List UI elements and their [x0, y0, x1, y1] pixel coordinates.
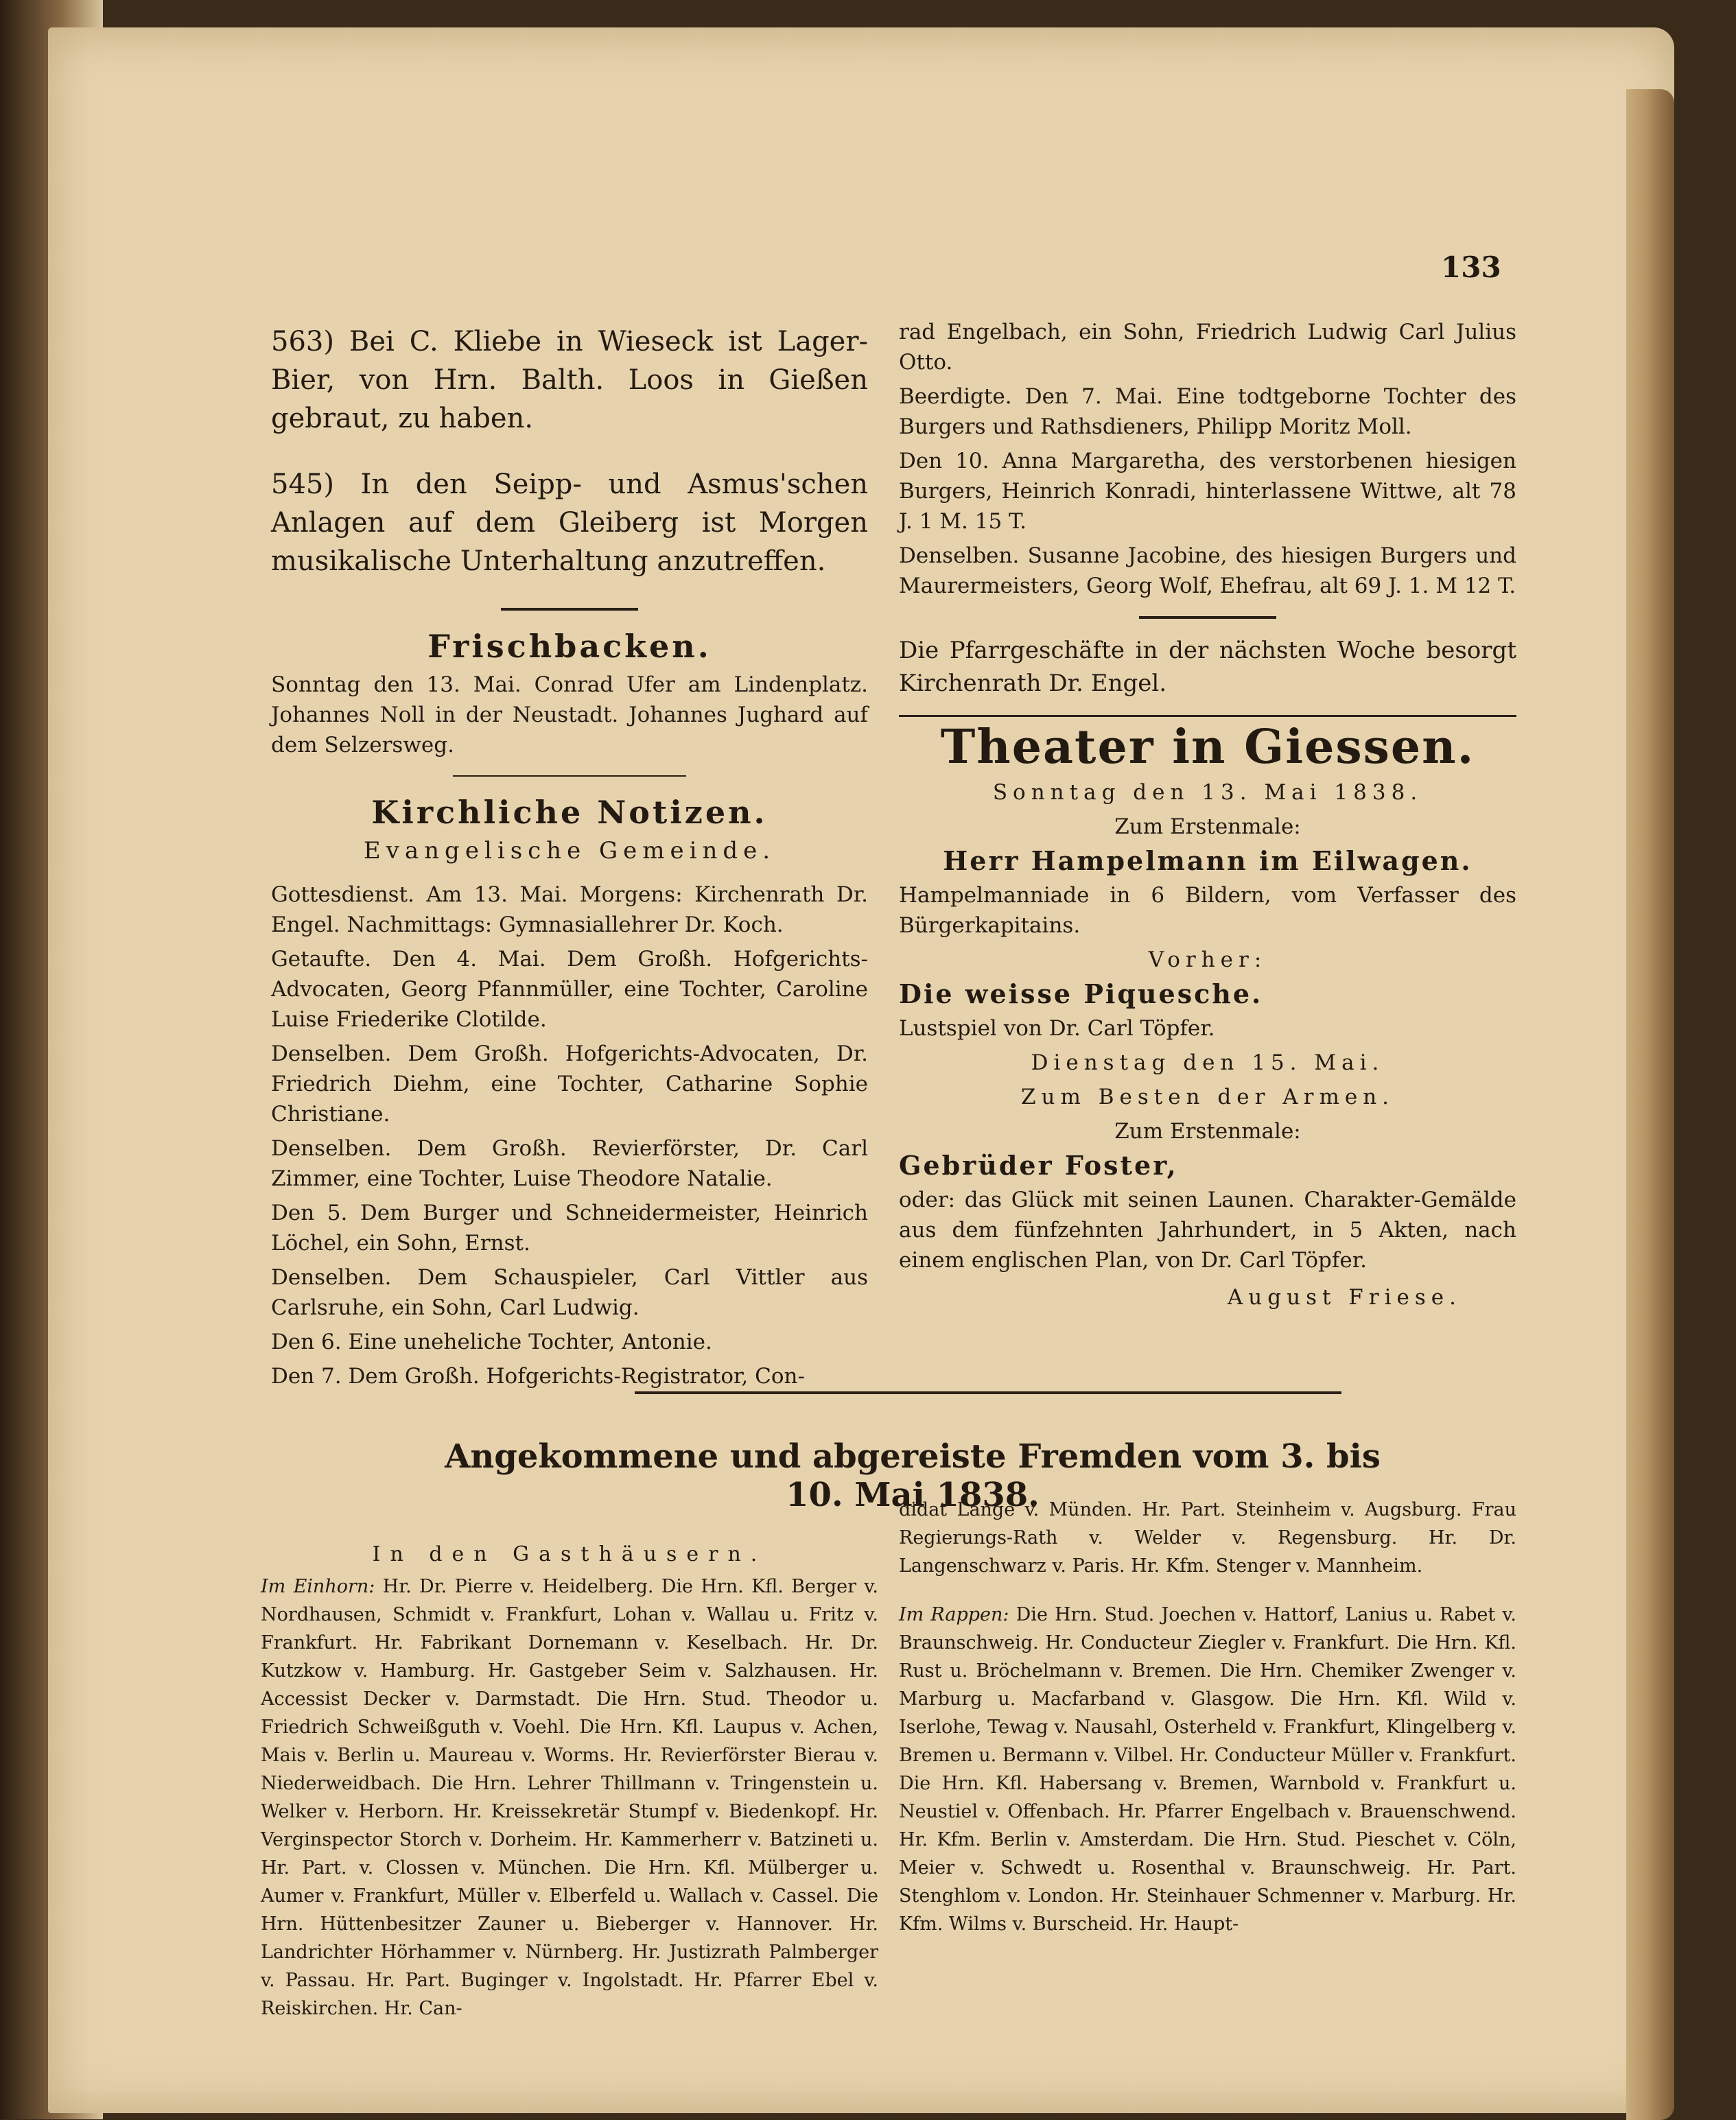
theater-heading: Theater in Giessen. [940, 720, 1475, 775]
den7-text: Den 7. Dem Großh. Hofgerichts-Registrator, Con- [271, 1364, 805, 1389]
rappen-label: Im Rappen: [899, 1604, 1009, 1625]
einhorn-text: Hr. Dr. Pierre v. Heidelberg. Die Hrn. Kfl. Berger v. Nordhausen, Schmidt v. Frankfurt, Lohan v. Wallau u. Fritz v. Frankfurt. Hr. Fabrikant Dornemann v. Keselbach. Hr. Dr. Kutzkow v. Hamburg. Hr. Gastgeber Seim v. Salzhausen. Hr. Accessist Decker v. Darmstadt. Die Hrn. Stud. Theodor u. Friedrich Schweißguth v. Voehl. Die Hrn. Kfl. Laupus v. Achen, Mais v. Berlin u. Maureau v. Worms. Hr. Revierförster Bierau v. Niederweidbach. Die Hrn. Lehrer Thillmann v. Tringenstein u. Welker v. Herborn. Hr. Kreissekretär Stumpf v. Biedenkopf. Hr. Verginspector Storch v. Dorheim. Hr. Kammerherr v. Batzineti u. Hr. Part. v. Clossen v. München. Die Hrn. Kfl. Mülberger u. Aumer v. Frankfurt, Müller v. Elberfeld u. Wallach v. Cassel. Die Hrn. Hüttenbesitzer Zauner u. Bieberger v. Hannover. Hr. Landrichter Hörhammer v. Nürnberg. Hr. Justizrath Palmberger v. Passau. Hr. Part. Buginger v. Ingolstadt. Hr. Pfarrer Ebel v. Reiskirchen. Hr. Can- [261, 1576, 878, 2019]
page-edge [1626, 89, 1674, 2120]
play-hampelmann: Herr Hampelmann im Eilwagen. [943, 845, 1473, 876]
denselben-text: Denselben. Susanne Jacobine, des hiesigen Burgers und Maurermeisters, Georg Wolf, Ehefrau, alt 69 J. 1. M 12 T. [899, 543, 1516, 598]
fremden-left-column [261, 1540, 878, 2027]
play-hampelmann-desc: Hampelmanniade in 6 Bildern, vom Verfasser des Bürgerkapitains. [899, 883, 1516, 938]
divider [1139, 616, 1276, 619]
divider [501, 608, 638, 611]
right-column [899, 317, 1516, 1317]
denselben-text-1: Denselben. Dem Großh. Hofgerichts-Advocaten, Dr. Friedrich Diehm, eine Tochter, Catharine Sophie Christiane. [271, 1041, 868, 1127]
fremden-continuation: didat Lange v. Münden. Hr. Part. Steinheim v. Augsburg. Frau Regierungs-Rath v. Welder v. Regensburg. Hr. Dr. Langenschwarz v. Paris. Hr. Kfm. Stenger v. Mannheim. [899, 1499, 1516, 1577]
left-column [271, 322, 868, 1395]
frischbacken-heading: Frischbacken. [427, 628, 712, 665]
gottesdienst-text: Gottesdienst. Am 13. Mai. Morgens: Kirchenrath Dr. Engel. Nachmittags: Gymnasiallehrer Dr. Koch. [271, 882, 868, 937]
getaufte-text: Getaufte. Den 4. Mai. Dem Großh. Hofgerichts-Advocaten, Georg Pfannmüller, eine Tochter, Caroline Luise Friederike Clotilde. [271, 947, 868, 1032]
armen-label: Zum Besten der Armen. [1020, 1085, 1395, 1109]
kirchliche-heading: Kirchliche Notizen. [371, 794, 768, 831]
frischbacken-text: Sonntag den 13. Mai. Conrad Ufer am Lindenplatz. Johannes Noll in der Neustadt. Johannes Jughard auf dem Selzersweg. [271, 672, 868, 757]
sonntag-date: Sonntag den 13. Mai 1838. [992, 780, 1423, 805]
pfarrgeschaefte-text: Die Pfarrgeschäfte in der nächsten Woche besorgt Kirchenrath Dr. Engel. [899, 637, 1516, 697]
page-number: 133 [1441, 250, 1501, 284]
play-pique-desc: Lustspiel von Dr. Carl Töpfer. [899, 1016, 1215, 1041]
den5-text: Den 5. Dem Burger und Schneidermeister, Heinrich Löchel, ein Sohn, Ernst. [271, 1201, 868, 1256]
vorher-label: Vorher: [1148, 947, 1267, 972]
gemeinde-heading: Evangelische Gemeinde. [363, 837, 776, 864]
section-divider [635, 1391, 1341, 1394]
erstenmale-label-2: Zum Erstenmale: [1114, 1119, 1301, 1144]
den6-text: Den 6. Eine uneheliche Tochter, Antonie. [271, 1330, 712, 1354]
fremden-heading: Angekommene und abgereiste Fremden vom 3. bis 10. Mai 1838. [445, 1437, 1381, 1514]
play-foster-desc: oder: das Glück mit seinen Launen. Charakter-Gemälde aus dem fünfzehnten Jahrhundert, in 5 Akten, nach einem englischen Plan, von Dr. Carl Töpfer. [899, 1188, 1516, 1273]
denselben-text-2: Denselben. Dem Großh. Revierförster, Dr. Carl Zimmer, eine Tochter, Luise Theodore Natalie. [271, 1136, 868, 1191]
divider [453, 775, 686, 777]
erstenmale-label-1: Zum Erstenmale: [1114, 814, 1301, 839]
fremden-right-column [899, 1496, 1516, 1942]
denselben-text-3: Denselben. Dem Schauspieler, Carl Vittler aus Carlsruhe, ein Sohn, Carl Ludwig. [271, 1265, 868, 1320]
divider [899, 715, 1516, 717]
beerdigte-text: Beerdigte. Den 7. Mai. Eine todtgeborne Tochter des Burgers und Rathsdieners, Philipp Moritz Moll. [899, 384, 1516, 439]
dienstag-date: Dienstag den 15. Mai. [1031, 1050, 1385, 1075]
rappen-entry [899, 1601, 1516, 1938]
play-pique: Die weisse Piquesche. [899, 978, 1263, 1009]
den10-text: Den 10. Anna Margaretha, des verstorbenen hiesigen Burgers, Heinrich Konradi, hinterlassene Wittwe, alt 78 J. 1 M. 15 T. [899, 449, 1516, 534]
gasthaeuser-heading: In den Gasthäusern. [372, 1542, 767, 1566]
einhorn-entry [261, 1573, 878, 2023]
signature: August Friese. [1227, 1285, 1462, 1310]
continuation-text: rad Engelbach, ein Sohn, Friedrich Ludwig Carl Julius Otto. [899, 320, 1516, 375]
rappen-text: Die Hrn. Stud. Joechen v. Hattorf, Lanius u. Rabet v. Braunschweig. Hr. Conducteur Ziegler v. Frankfurt. Die Hrn. Kfl. Rust u. Bröchelmann v. Bremen. Die Hrn. Chemiker Zwenger v. Marburg u. Macfarband v. Glasgow. Die Hrn. Kfl. Wild v. Iserlohe, Tewag v. Nausahl, Osterheld v. Frankfurt, Klingelberg v. Bremen u. Bermann v. Vilbel. Hr. Conducteur Müller v. Frankfurt. Die Hrn. Kfl. Habersang v. Bremen, Warnbold v. Frankfurt u. Neustiel v. Offenbach. Hr. Pfarrer Engelbach v. Brauenschwend. Hr. Kfm. Berlin v. Amsterdam. Die Hrn. Stud. Pieschet v. Cöln, Meier v. Schwedt u. Rosenthal v. Braunschweig. Hr. Part. Stenghlom v. London. Hr. Steinhauer Schmenner v. Marburg. Hr. Kfm. Wilms v. Burscheid. Hr. Haupt- [899, 1604, 1516, 1935]
ad-lager-bier: 563) Bei C. Kliebe in Wieseck ist Lager-Bier, von Hrn. Balth. Loos in Gießen gebraut, zu haben. [271, 326, 868, 434]
play-foster: Gebrüder Foster, [899, 1150, 1178, 1181]
einhorn-label: Im Einhorn: [261, 1576, 375, 1597]
ad-gleiberg: 545) In den Seipp- und Asmus'schen Anlagen auf dem Gleiberg ist Morgen musikalische Unterhaltung anzutreffen. [271, 469, 868, 577]
